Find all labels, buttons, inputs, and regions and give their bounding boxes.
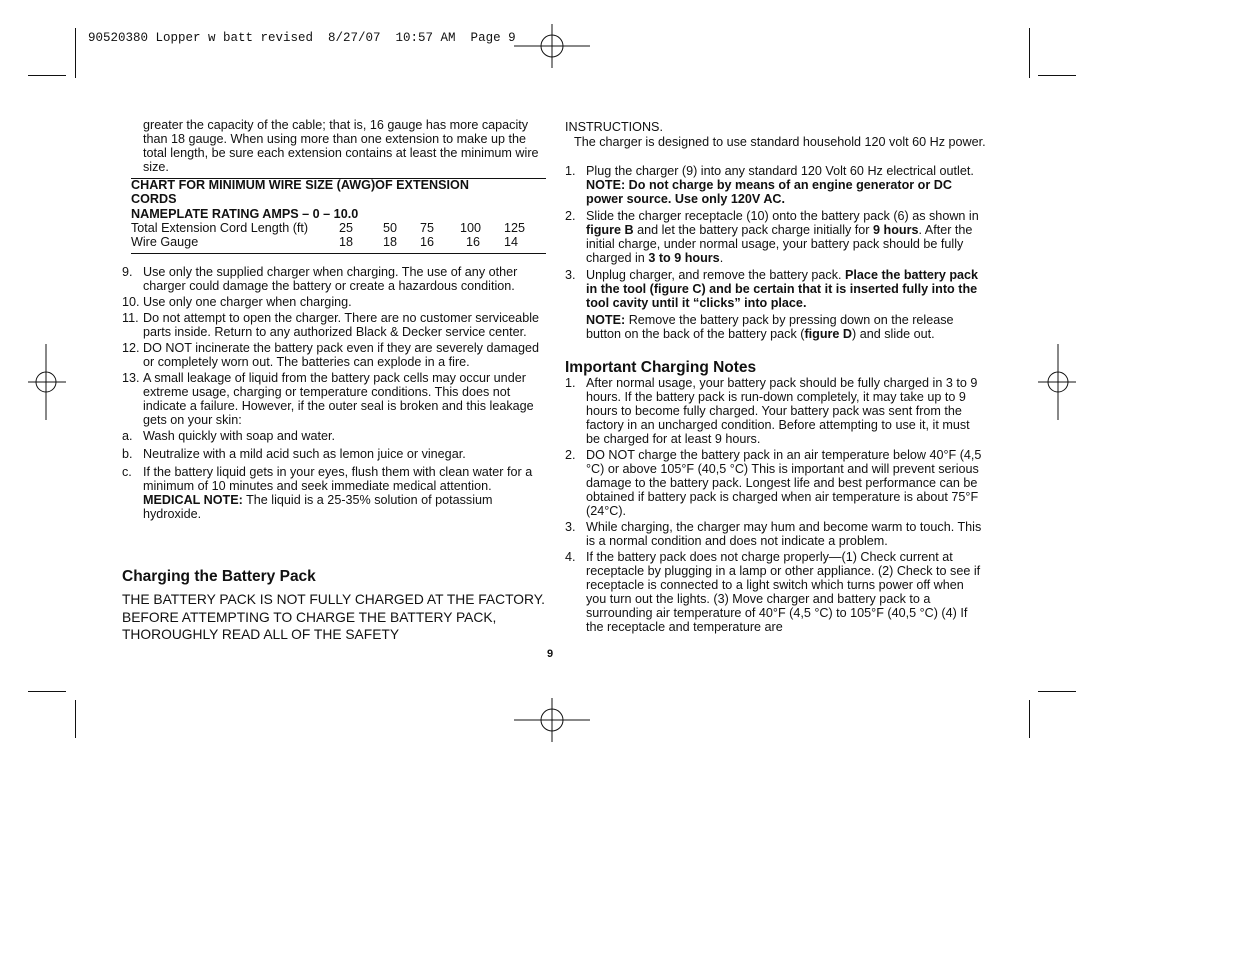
instructions-label: INSTRUCTIONS. — [565, 120, 663, 134]
table-cell: 75 — [420, 221, 435, 235]
list-item: 2. DO NOT charge the battery pack in an air temperature below 40°F (4,5 °C) or above 105°F (40,5 °C) This is important and will prevent serious damage to the battery pack. Longest life and best performance can be obtained if battery pack is charged when air temperature is about 75°F (24°C). — [565, 448, 982, 518]
crop-mark — [28, 75, 66, 76]
nameplate-rating: NAMEPLATE RATING AMPS – 0 – 10.0 — [131, 207, 359, 221]
list-item: c. If the battery liquid gets in your eyes, flush them with clean water for a minimum of 10 minutes and seek immediate medical attention. MEDICAL NOTE: The liquid is a 25-35% solution of potassium hydroxide. — [122, 465, 533, 521]
table-cell: 25 — [339, 221, 354, 235]
table-cell: 100 — [460, 221, 482, 235]
charging-notes-heading: Important Charging Notes — [565, 359, 757, 376]
list-item: 1. After normal usage, your battery pack should be fully charged in 3 to 9 hours. If the battery pack is run-down completely, it may take up to 9 hours to become fully charged. Your battery pack was sent from the factory in an uncharged condition. Before attempting to use it, it must be charged for at least 9 hours. — [565, 376, 978, 446]
crop-mark — [75, 28, 76, 78]
table-row — [131, 235, 534, 249]
table-row — [131, 221, 534, 235]
table-cell: 16 — [466, 235, 481, 249]
list-item: 13. A small leakage of liquid from the battery pack cells may occur under extreme usage, charging or temperature conditions. This does not indicate a failure. However, if the outer seal is broken and this leakage gets on your skin: — [122, 371, 534, 427]
list-item: 11. Do not attempt to open the charger. There are no customer serviceable parts inside. Return to any authorized Black & Decker service center. — [122, 311, 539, 339]
table-cell: 18 — [339, 235, 354, 249]
list-item: 10. Use only one charger when charging. — [122, 295, 352, 309]
intro-paragraph: greater the capacity of the cable; that is, 16 gauge has more capacity than 18 gauge. When using more than one extension to make up the total length, be sure each extension contains at least the minimum wire size. — [143, 118, 539, 174]
crop-mark — [1029, 28, 1030, 78]
list-item: 1. Plug the charger (9) into any standard 120 Volt 60 Hz electrical outlet. NOTE: Do not charge by means of an engine generator or DC power source. Use only 120V AC. — [565, 164, 974, 206]
wire-size-table — [131, 221, 534, 249]
row-label: Total Extension Cord Length (ft) — [131, 221, 309, 235]
page-number: 9 — [547, 648, 554, 660]
table-cell: 14 — [504, 235, 519, 249]
chart-title: CHART FOR MINIMUM WIRE SIZE (AWG)OF EXTENSION CORDS — [131, 178, 469, 206]
charging-notes-list — [565, 376, 987, 634]
charging-steps — [565, 164, 987, 341]
registration-mark-left — [28, 344, 66, 420]
list-item: 9. Use only the supplied charger when charging. The use of any other charger could damage the battery or create a hazardous condition. — [122, 265, 518, 293]
list-item: a. Wash quickly with soap and water. — [122, 429, 336, 443]
table-cell: 16 — [420, 235, 435, 249]
safety-list — [122, 265, 548, 521]
note-paragraph: NOTE: Remove the battery pack by pressing down on the release button on the back of the battery pack (figure D) and slide out. — [586, 313, 954, 341]
crop-mark — [1038, 75, 1076, 76]
crop-mark — [75, 700, 76, 738]
table-cell: 50 — [383, 221, 398, 235]
table-bottom-rule — [131, 253, 546, 254]
list-item: b. Neutralize with a mild acid such as lemon juice or vinegar. — [122, 447, 466, 461]
row-label: Wire Gauge — [131, 235, 199, 249]
registration-mark-top — [510, 24, 590, 68]
list-item: 4. If the battery pack does not charge properly—(1) Check current at receptacle by plugging in a lamp or other appliance. (2) Check to see if receptacle is connected to a light switch which turns power off when you turn out the lights. (3) Move charger and battery pack to a surrounding air temperature of 40°F (4,5 °C) to 105°F (40,5 °C) (4) If the receptacle and temperature are — [565, 550, 981, 634]
charger-designed-paragraph: The charger is designed to use standard household 120 volt 60 Hz power. — [574, 135, 986, 149]
crop-mark — [1029, 700, 1030, 738]
crop-mark — [28, 691, 66, 692]
list-item: 3. Unplug charger, and remove the battery pack. Place the battery pack in the tool (figure C) and be certain that it is inserted fully into the tool cavity until it “clicks” into place. — [565, 268, 979, 310]
registration-mark-right — [1038, 344, 1076, 420]
list-item: 2. Slide the charger receptacle (10) onto the battery pack (6) as shown in figure B and let the battery pack charge initially for 9 hours. After the initial charge, under normal usage, your battery pack should be fully charged in 3 to 9 hours. — [565, 209, 979, 265]
table-cell: 18 — [383, 235, 398, 249]
list-item: 3. While charging, the charger may hum and become warm to touch. This is a normal condition and does not indicate a problem. — [565, 520, 982, 548]
charging-caps-paragraph: THE BATTERY PACK IS NOT FULLY CHARGED AT THE FACTORY. BEFORE ATTEMPTING TO CHARGE THE BATTERY PACK, THOROUGHLY READ ALL OF THE SAFETY — [122, 592, 545, 642]
table-cell: 125 — [504, 221, 526, 235]
registration-mark-bottom — [510, 698, 590, 742]
charging-heading: Charging the Battery Pack — [122, 568, 316, 585]
crop-mark — [1038, 691, 1076, 692]
printer-slug: 90520380 Lopper w batt revised 8/27/07 10:57 AM Page 9 — [88, 31, 516, 45]
list-item: 12. DO NOT incinerate the battery pack even if they are severely damaged or completely worn out. The batteries can explode in a fire. — [122, 341, 539, 369]
